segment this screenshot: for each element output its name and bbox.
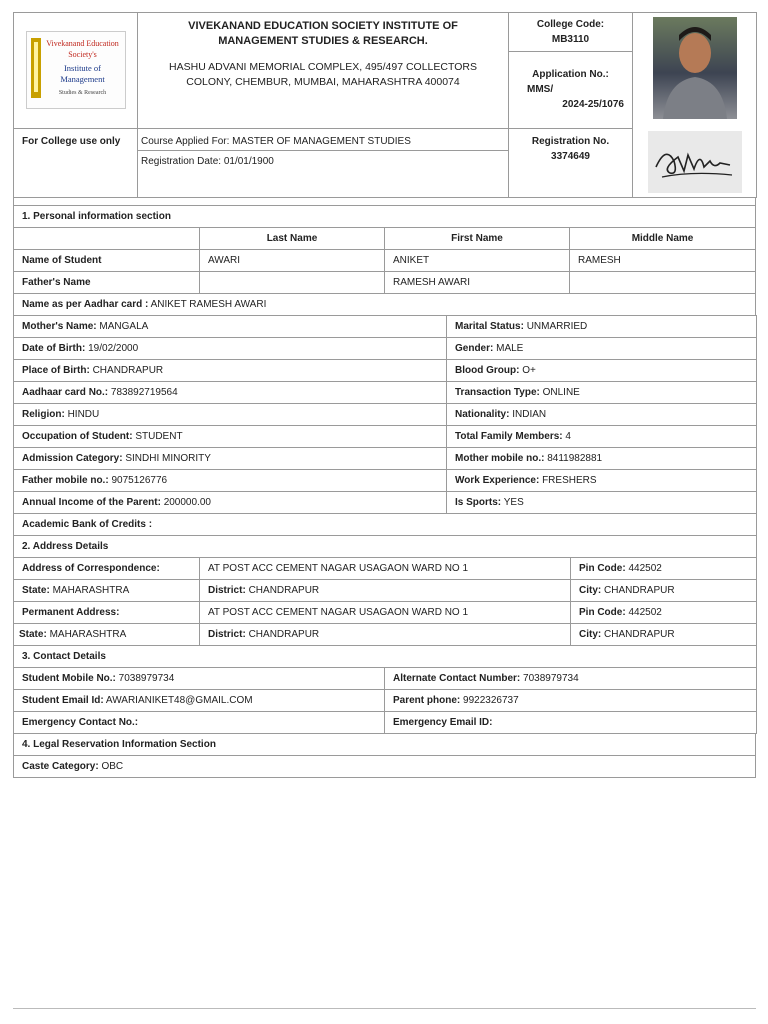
parent-phone: 9922326737 [463, 695, 519, 706]
section-title-address: 2. Address Details [14, 536, 757, 558]
correspondence-state: MAHARASHTRA [52, 585, 130, 596]
application-no-cell: Application No.: MMS/ 2024-25/1076 [509, 52, 633, 128]
father-middle-name [570, 272, 756, 294]
personal-right-value: MALE [496, 343, 524, 354]
address-table [13, 535, 757, 646]
permanent-state: MAHARASHTRA [49, 629, 127, 640]
college-use-label: For College use only [14, 128, 138, 197]
registration-no-cell: Registration No. 3374649 [509, 128, 633, 197]
page-bottom-rule [13, 1008, 756, 1009]
personal-right-value: FRESHERS [542, 475, 597, 486]
table-row: Caste Category: OBC [14, 756, 756, 778]
personal-left-value: 9075126776 [111, 475, 168, 486]
caste-category: OBC [101, 761, 124, 772]
personal-right-value: INDIAN [512, 409, 547, 420]
col-last-name: Last Name [200, 228, 385, 250]
legal-table [13, 733, 756, 778]
personal-right-value: 4 [565, 431, 571, 442]
correspondence-city: CHANDRAPUR [604, 585, 675, 596]
personal-details-table [13, 315, 757, 536]
personal-info-table [13, 205, 756, 316]
table-row: Name as per Aadhar card : ANIKET RAMESH AWARI [14, 294, 756, 316]
table-row: Admission Category: SINDHI MINORITY Mother mobile no.: 8411982881 [14, 448, 757, 470]
personal-right-value: YES [503, 497, 524, 508]
personal-left-value: 783892719564 [110, 387, 178, 398]
contact-table [13, 645, 757, 734]
table-row: Aadhaar card No.: 783892719564 Transaction Type: ONLINE [14, 382, 757, 404]
table-row: Date of Birth: 19/02/2000 Gender: MALE [14, 338, 757, 360]
personal-left-value: CHANDRAPUR [92, 365, 164, 376]
college-code: MB3110 [551, 34, 590, 46]
table-row: Mother's Name: MANGALA Marital Status: UNMARRIED [14, 316, 757, 338]
permanent-pin: 442502 [628, 607, 662, 618]
personal-left-value: SINDHI MINORITY [125, 453, 211, 464]
father-first-name: RAMESH AWARI [385, 272, 570, 294]
personal-right-value: 8411982881 [547, 453, 603, 464]
correspondence-pin: 442502 [628, 563, 662, 574]
alternate-contact: 7038979734 [523, 673, 579, 684]
table-row: Religion: HINDU Nationality: INDIAN [14, 404, 757, 426]
institute-logo: Vivekanand Education Society's Institute of Management Studies & Research [26, 31, 126, 109]
registration-date: Registration Date: 01/01/1900 [141, 155, 274, 167]
form-header [13, 12, 757, 198]
student-signature [648, 131, 742, 193]
course-applied: Course Applied For: MASTER OF MANAGEMENT STUDIES [138, 129, 508, 151]
section-title-contact: 3. Contact Details [14, 646, 757, 668]
permanent-city: CHANDRAPUR [604, 629, 675, 640]
table-row: Address of Correspondence: AT POST ACC CEMENT NAGAR USAGAON WARD NO 1 Pin Code: 442502 [14, 558, 757, 580]
table-row: Annual Income of the Parent: 200000.00 Is Sports: YES [14, 492, 757, 514]
section-title-legal: 4. Legal Reservation Information Section [14, 734, 756, 756]
father-last-name [200, 272, 385, 294]
logo-cell [14, 13, 138, 129]
institute-info [138, 13, 509, 129]
permanent-address: AT POST ACC CEMENT NAGAR USAGAON WARD NO 1 [200, 602, 571, 624]
institute-address: HASHU ADVANI MEMORIAL COMPLEX, 495/497 COLLECTORS COLONY, CHEMBUR, MUMBAI, MAHARASHTRA 400074 [169, 61, 477, 88]
correspondence-address: AT POST ACC CEMENT NAGAR USAGAON WARD NO 1 [200, 558, 571, 580]
student-mobile: 7038979734 [118, 673, 175, 684]
table-row: Permanent Address: AT POST ACC CEMENT NAGAR USAGAON WARD NO 1 Pin Code: 442502 [14, 602, 757, 624]
table-row: State: MAHARASHTRA District: CHANDRAPUR City: CHANDRAPUR [14, 624, 757, 646]
table-row: Place of Birth: CHANDRAPUR Blood Group: O+ [14, 360, 757, 382]
aadhar-name: ANIKET RAMESH AWARI [150, 299, 267, 310]
table-row: Father mobile no.: 9075126776 Work Experience: FRESHERS [14, 470, 757, 492]
application-no: 2024-25/1076 [562, 99, 624, 111]
student-first-name: ANIKET [385, 250, 570, 272]
registration-no: 3374649 [551, 150, 590, 162]
student-last-name: AWARI [200, 250, 385, 272]
personal-right-value: UNMARRIED [526, 321, 588, 332]
table-row: Name of Student AWARI ANIKET RAMESH [14, 250, 756, 272]
section-title-personal: 1. Personal information section [14, 206, 756, 228]
course-info [138, 128, 509, 197]
college-code-cell: College Code: MB3110 [509, 13, 633, 52]
admission-form [13, 12, 756, 778]
table-row: Occupation of Student: STUDENT Total Family Members: 4 [14, 426, 757, 448]
student-middle-name: RAMESH [570, 250, 756, 272]
table-row: Father's Name RAMESH AWARI [14, 272, 756, 294]
table-row: Student Email Id: AWARIANIKET48@GMAIL.COM Parent phone: 9922326737 [14, 690, 757, 712]
table-row: Emergency Contact No.: Emergency Email ID: [14, 712, 757, 734]
personal-left-value: 200000.00 [163, 497, 211, 508]
student-photo [653, 17, 737, 119]
photo-signature-cell [633, 13, 757, 198]
table-row: Student Mobile No.: 7038979734 Alternate Contact Number: 7038979734 [14, 668, 757, 690]
col-first-name: First Name [385, 228, 570, 250]
personal-left-value: MANGALA [99, 321, 149, 332]
personal-right-value: ONLINE [542, 387, 580, 398]
personal-left-value: STUDENT [135, 431, 183, 442]
personal-left-value: 19/02/2000 [88, 343, 139, 354]
personal-right-value: O+ [522, 365, 536, 376]
permanent-district: CHANDRAPUR [248, 629, 320, 640]
personal-left-value: HINDU [67, 409, 100, 420]
correspondence-district: CHANDRAPUR [248, 585, 320, 596]
table-row: State: MAHARASHTRA District: CHANDRAPUR City: CHANDRAPUR [14, 580, 757, 602]
institute-name: VIVEKANAND EDUCATION SOCIETY INSTITUTE OF MANAGEMENT STUDIES & RESEARCH. [188, 20, 458, 47]
col-middle-name: Middle Name [570, 228, 756, 250]
student-email: AWARIANIKET48@GMAIL.COM [105, 695, 253, 706]
abc-label: Academic Bank of Credits : [14, 514, 757, 536]
